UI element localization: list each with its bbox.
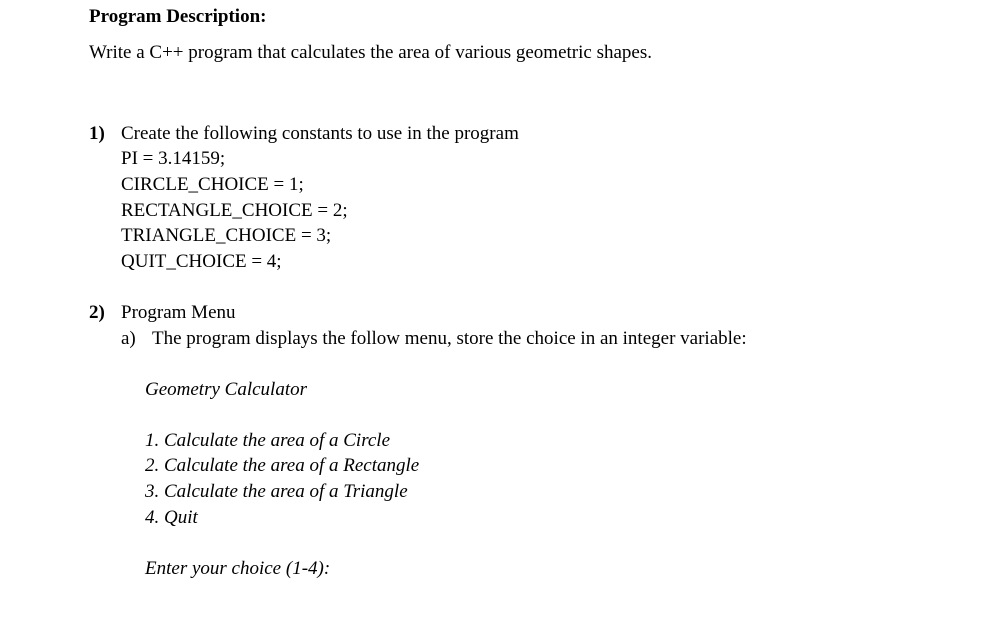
menu-item-circle: 1. Calculate the area of a Circle — [145, 430, 391, 451]
section-1-title: Create the following constants to use in the program — [121, 123, 519, 144]
menu-title: Geometry Calculator — [145, 379, 308, 400]
constant-quit-choice: QUIT_CHOICE = 4; — [121, 251, 282, 272]
menu-item-triangle: 3. Calculate the area of a Triangle — [145, 481, 408, 502]
menu-item-rectangle: 2. Calculate the area of a Rectangle — [145, 455, 420, 476]
program-description-heading: Program Description: — [89, 6, 267, 27]
sub-a-text: The program displays the follow menu, store the choice in an integer variable: — [152, 328, 747, 349]
constant-pi: PI = 3.14159; — [121, 148, 226, 169]
constant-circle-choice: CIRCLE_CHOICE = 1; — [121, 174, 304, 195]
sub-a-letter: a) — [121, 328, 136, 349]
constant-triangle-choice: TRIANGLE_CHOICE = 3; — [121, 225, 332, 246]
constant-rectangle-choice: RECTANGLE_CHOICE = 2; — [121, 200, 348, 221]
section-1-number: 1) — [89, 123, 105, 144]
menu-prompt: Enter your choice (1-4): — [145, 558, 331, 579]
menu-item-quit: 4. Quit — [145, 507, 198, 528]
intro-text: Write a C++ program that calculates the area of various geometric shapes. — [89, 42, 652, 63]
section-2-number: 2) — [89, 302, 105, 323]
section-2-title: Program Menu — [121, 302, 236, 323]
